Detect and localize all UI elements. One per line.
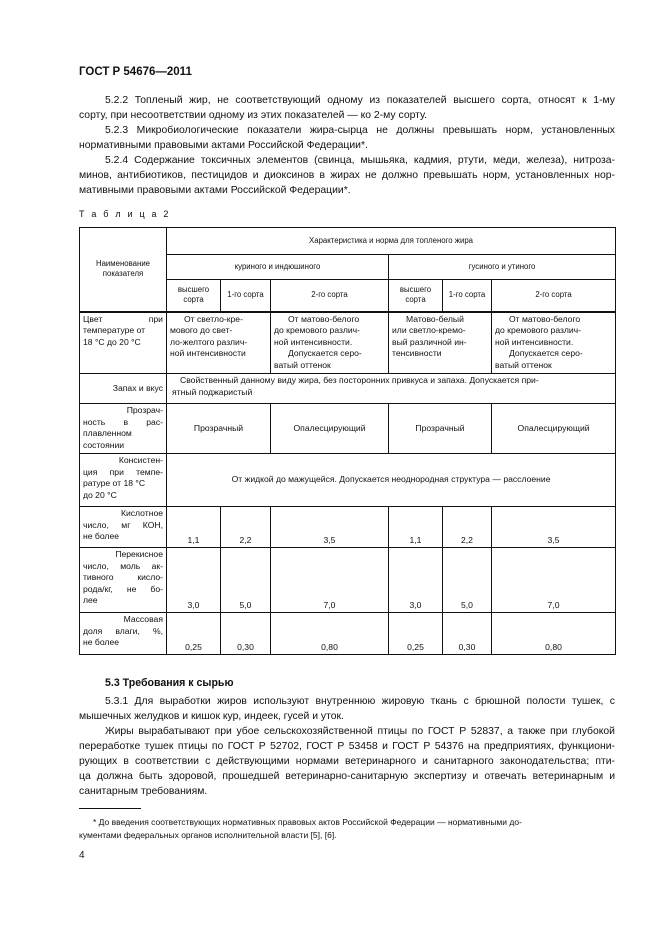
page-number: 4 (79, 850, 85, 861)
consistency-value: От жидкой до мажущейся. Допускается неоднородная структура — расслоение (167, 454, 616, 507)
paragraph-line: 5.2.3 Микробиологические показатели жира-сырца не должны превышать норм, установленных (105, 125, 615, 136)
label-line: до 20 °С (83, 489, 117, 500)
section-title: 5.3 Требования к сырью (105, 677, 234, 689)
acid-value: 2,2 (221, 507, 271, 548)
paragraph-line: минов, антибиотиков, пестицидов и диоксинов в жирах не должно превышать норм, установленных нор- (79, 170, 615, 181)
header-indicator-name (80, 228, 167, 312)
row-acid-number (80, 507, 616, 548)
row-label (80, 312, 167, 374)
color-chicken-highest-first (167, 312, 271, 374)
header-grade-first: 1-го сорта (221, 280, 271, 312)
header-line: показателя (102, 269, 144, 279)
cell-line: ной интенсивности. (274, 336, 353, 347)
footnote (79, 816, 615, 842)
row-label (80, 404, 167, 454)
label-line: Кислотное (120, 508, 163, 518)
paragraph-line: переработке тушек птицы по ГОСТ Р 52702, ГОСТ Р 53458 и ГОСТ Р 54376 на предприятиях, функциони- (79, 741, 615, 752)
header-grade-highest (389, 280, 443, 312)
acid-value: 1,1 (167, 507, 221, 548)
cell-line: ло-желтого различ- (170, 336, 248, 347)
paragraph-5-3-1 (79, 694, 615, 724)
moisture-value: 0,30 (221, 613, 271, 655)
peroxide-value: 3,0 (389, 548, 443, 613)
label-line: доля влаги, %, (83, 625, 163, 636)
paragraph-line: 5.3.1 Для выработки жиров используют внутреннюю жировую ткань с брюшной полости тушек, с (105, 696, 615, 707)
header-grade-first: 1-го сорта (443, 280, 492, 312)
paragraph-line: санитарным требованиям. (79, 786, 208, 797)
cell-line: вый различной ин- (392, 336, 467, 347)
cell-line: Допускается серо- (509, 348, 583, 358)
cell-line: От матово-белого (509, 313, 581, 324)
label-line: лее (83, 595, 98, 605)
moisture-value: 0,25 (389, 613, 443, 655)
label-line: ратуре от 18 °С (83, 478, 146, 488)
peroxide-value: 5,0 (443, 548, 492, 613)
cell-line: Матово-белый (406, 313, 464, 324)
cell-line: ной интенсивности (170, 348, 246, 358)
cell-line: до кремового различ- (274, 325, 361, 335)
label-line: состоянии (83, 439, 125, 450)
label-line: ность в рас- (83, 416, 163, 427)
row-smell (80, 374, 616, 404)
label-line: рода/кг, не бо- (83, 583, 163, 594)
cell-line: ной интенсивности. (495, 336, 574, 347)
transparency-chicken-second: Опалесцирующий (271, 404, 389, 454)
paragraph-line: 5.2.2 Топленый жир, не соответствующий одному из показателей высшего сорта, относят к 1-му (105, 95, 615, 106)
label-line: Консистен- (118, 455, 163, 465)
cell-line: Допускается серо- (288, 348, 362, 358)
header-grade-second: 2-го сорта (271, 280, 389, 312)
color-goose-highest-first (389, 312, 492, 374)
row-label (80, 613, 167, 655)
peroxide-value: 5,0 (221, 548, 271, 613)
paragraph-line: 5.2.4 Содержание токсичных элементов (свинца, мышьяка, кадмия, ртути, меди, железа), нитроза- (105, 155, 615, 166)
color-chicken-second (271, 312, 389, 374)
row-transparency (80, 404, 616, 454)
cell-line: Свойственный данному виду жира, без посторонних привкуса и запаха. Допускается при- (180, 375, 539, 385)
header-group-goose-duck: гусиного и утиного (389, 255, 616, 280)
label-line: не более (83, 637, 119, 647)
header-line: Наименование (95, 259, 151, 269)
cell-line: тенсивности (392, 348, 442, 358)
label-line: ция при темпе- (83, 466, 163, 477)
fat-characteristics-table (79, 227, 616, 655)
paragraph-5-2-2 (79, 93, 615, 123)
label-line: Массовая (123, 614, 163, 624)
header-line: высшего (399, 285, 432, 295)
paragraph-line: Жиры вырабатывают при убое сельскохозяйственной птицы по ГОСТ Р 52837, а также при глубокой (105, 726, 615, 737)
label-line: плавленном (83, 428, 132, 438)
row-label (80, 507, 167, 548)
acid-value: 2,2 (443, 507, 492, 548)
transparency-chicken-highest-first: Прозрачный (167, 404, 271, 454)
cell-line: ятный поджаристый (172, 386, 253, 397)
cell-line: или светло-кремо- (392, 325, 466, 335)
acid-value: 3,5 (492, 507, 616, 548)
header-line: высшего (177, 285, 210, 295)
footnote-line: * До введения соответствующих нормативных правовых актов Российской Федерации — нормативными до- (93, 817, 522, 827)
cell-line: ватый оттенок (495, 359, 552, 370)
paragraph-line: мышечных желудков и кишок кур, индеек, гусей и уток. (79, 711, 344, 722)
paragraph-line: нормативными правовыми актами Российской Федерации*. (79, 140, 368, 151)
header-grade-highest (167, 280, 221, 312)
paragraph-5-2-4 (79, 153, 615, 198)
label-line: Прозрач- (126, 405, 163, 415)
table-caption: Т а б л и ц а 2 (79, 209, 171, 219)
moisture-value: 0,30 (443, 613, 492, 655)
transparency-goose-second: Опалесцирующий (492, 404, 616, 454)
cell-line: мового до свет- (170, 325, 233, 335)
footnote-line: кументами федеральных органов исполнительной власти [5], [6]. (79, 830, 337, 840)
header-characteristic: Характеристика и норма для топленого жира (167, 228, 616, 255)
row-label: Запах и вкус (80, 374, 167, 404)
paragraph-line: мативными правовыми актами Российской Федерации*. (79, 185, 351, 196)
color-goose-second (492, 312, 616, 374)
peroxide-value: 3,0 (167, 548, 221, 613)
moisture-value: 0,80 (492, 613, 616, 655)
acid-value: 1,1 (389, 507, 443, 548)
peroxide-value: 7,0 (492, 548, 616, 613)
moisture-value: 0,25 (167, 613, 221, 655)
row-consistency (80, 454, 616, 507)
row-color (80, 312, 616, 374)
label-line: 18 °С до 20 °С (83, 336, 141, 347)
cell-line: От светло-кре- (184, 313, 243, 324)
label-line: Перекисное (115, 549, 163, 559)
cell-line: ватый оттенок (274, 359, 331, 370)
transparency-goose-highest-first: Прозрачный (389, 404, 492, 454)
row-moisture (80, 613, 616, 655)
paragraph-5-2-3 (79, 123, 615, 153)
header-line: сорта (405, 295, 426, 305)
header-grade-second: 2-го сорта (492, 280, 616, 312)
smell-value (167, 374, 616, 404)
label-line: число, мг КОН, (83, 519, 163, 530)
label-line: тивного кисло- (83, 572, 163, 582)
row-peroxide-number (80, 548, 616, 613)
acid-value: 3,5 (271, 507, 389, 548)
paragraph-line: ца должна быть здоровой, прошедшей ветеринарно-санитарную экспертизу и отвечать ветеринарным и (79, 771, 615, 782)
paragraph-raw-materials (79, 724, 615, 799)
paragraph-line: сорту, при несоответствии одному из этих показателей — ко 2-му сорту. (79, 110, 428, 121)
document-header: ГОСТ Р 54676—2011 (79, 66, 192, 78)
label-line: не более (83, 531, 119, 541)
cell-line: От матово-белого (288, 313, 360, 324)
row-label (80, 548, 167, 613)
row-label (80, 454, 167, 507)
moisture-value: 0,80 (271, 613, 389, 655)
paragraph-line: рующих в соответствии с действующими нормами ветеринарного и санитарного законодательства; пти- (79, 756, 615, 767)
footnote-separator (79, 808, 141, 809)
header-group-chicken-turkey: куриного и индюшиного (167, 255, 389, 280)
label-line: температуре от (83, 325, 146, 335)
peroxide-value: 7,0 (271, 548, 389, 613)
header-line: сорта (183, 295, 204, 305)
label-line: Цвет при (83, 313, 163, 324)
label-line: число, моль ак- (83, 560, 163, 571)
cell-line: до кремового различ- (495, 325, 582, 335)
